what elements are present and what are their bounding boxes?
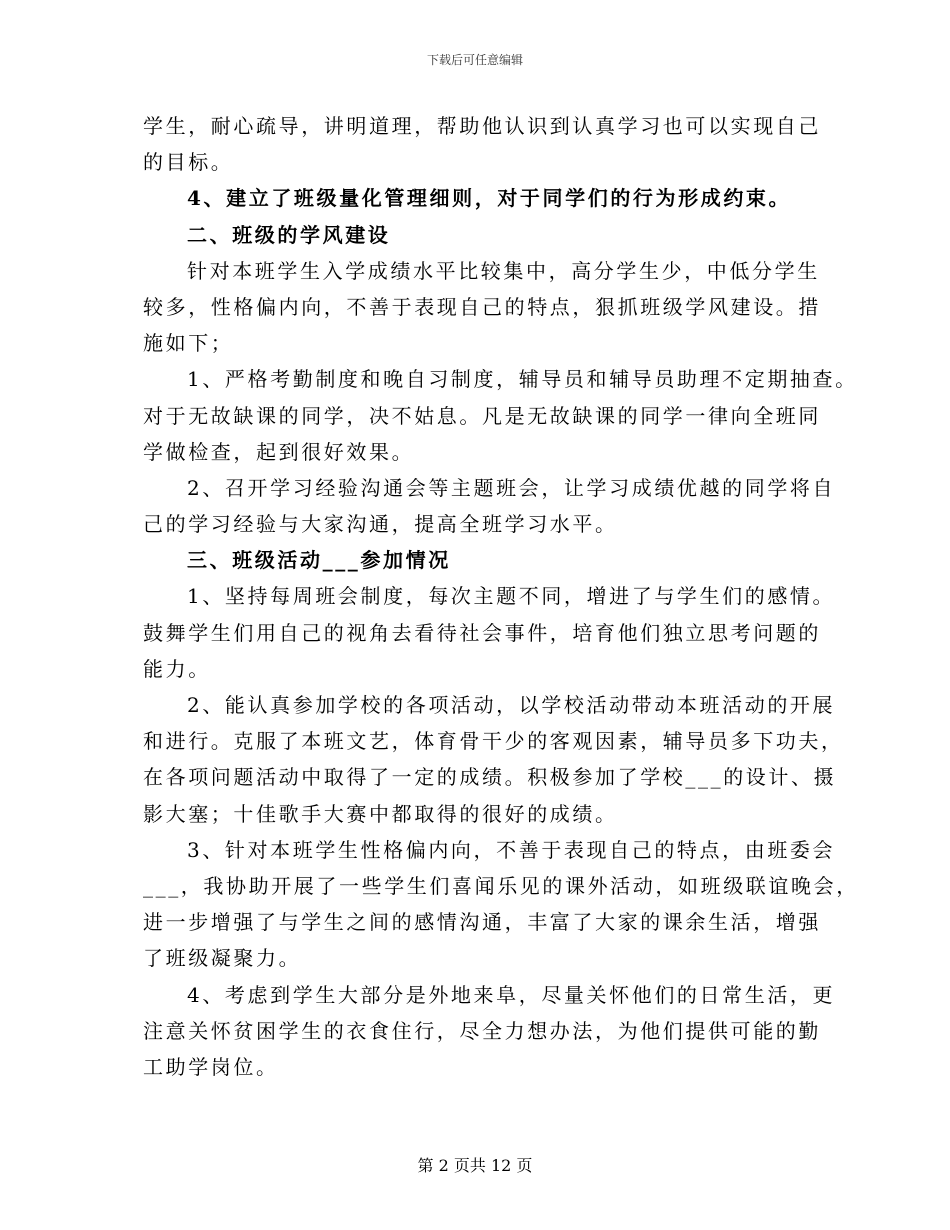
paragraph-line: 1、严格考勤制度和晚自习制度，辅导员和辅导员助理不定期抽查。 <box>187 367 858 392</box>
paragraph-line: 4、考虑到学生大部分是外地来阜，尽量关怀他们的日常生活，更 <box>187 982 836 1007</box>
paragraph-line: 较多，性格偏内向，不善于表现自己的特点，狠抓班级学风建设。措 <box>143 294 821 319</box>
section-heading-line: 二、班级的学风建设 <box>187 222 391 247</box>
section-heading-line: 三、班级活动___参加情况 <box>187 548 451 573</box>
paragraph-line: 1、坚持每周班会制度，每次主题不同，增进了与学生们的感情。 <box>187 584 836 609</box>
paragraph-line: 了班级凝聚力。 <box>143 946 302 971</box>
paragraph-line: 己的学习经验与大家沟通，提高全班学习水平。 <box>143 512 618 537</box>
page-number: 第 2 页共 12 页 <box>417 1156 533 1175</box>
paragraph-line: ___，我协助开展了一些学生们喜闻乐见的课外活动，如班级联谊晚会， <box>143 873 859 898</box>
paragraph-line: 影大塞；十佳歌手大赛中都取得的很好的成绩。 <box>143 801 618 826</box>
section-heading-line: 4、建立了班级量化管理细则，对于同学们的行为形成约束。 <box>187 186 792 211</box>
paragraph-line: 学生，耐心疏导，讲明道理，帮助他认识到认真学习也可以实现自己 <box>143 114 821 138</box>
paragraph-line: 进一步增强了与学生之间的感情沟通，丰富了大家的课余生活，增强 <box>143 910 821 935</box>
paragraph-line: 学做检查，起到很好效果。 <box>143 439 415 464</box>
document-body <box>143 108 859 1085</box>
paragraph-line: 的目标。 <box>143 150 234 175</box>
paragraph-line: 对于无故缺课的同学，决不姑息。凡是无故缺课的同学一律向全班同 <box>143 403 821 428</box>
paragraph-line: 2、能认真参加学校的各项活动，以学校活动带动本班活动的开展 <box>187 693 836 717</box>
paragraph-line: 和进行。克服了本班文艺，体育骨干少的客观因素，辅导员多下功夫， <box>143 729 844 754</box>
paragraph-line: 在各项问题活动中取得了一定的成绩。积极参加了学校___的设计、摄 <box>143 765 837 790</box>
paragraph-line: 施如下； <box>143 331 234 356</box>
paragraph-line: 能力。 <box>143 656 211 681</box>
paragraph-line: 2、召开学习经验沟通会等主题班会，让学习成绩优越的同学将自 <box>187 475 836 500</box>
paragraph-line: 工助学岗位。 <box>143 1054 279 1079</box>
paragraph-line: 注意关怀贫困学生的衣食住行，尽全力想办法，为他们提供可能的勤 <box>143 1018 821 1043</box>
paragraph-line: 3、针对本班学生性格偏内向，不善于表现自己的特点，由班委会 <box>187 837 836 862</box>
paragraph-line: 针对本班学生入学成绩水平比较集中，高分学生少，中低分学生 <box>187 258 820 283</box>
header-note: 下载后可任意编辑 <box>426 53 523 67</box>
paragraph-line: 鼓舞学生们用自己的视角去看待社会事件，培育他们独立思考问题的 <box>143 620 821 645</box>
